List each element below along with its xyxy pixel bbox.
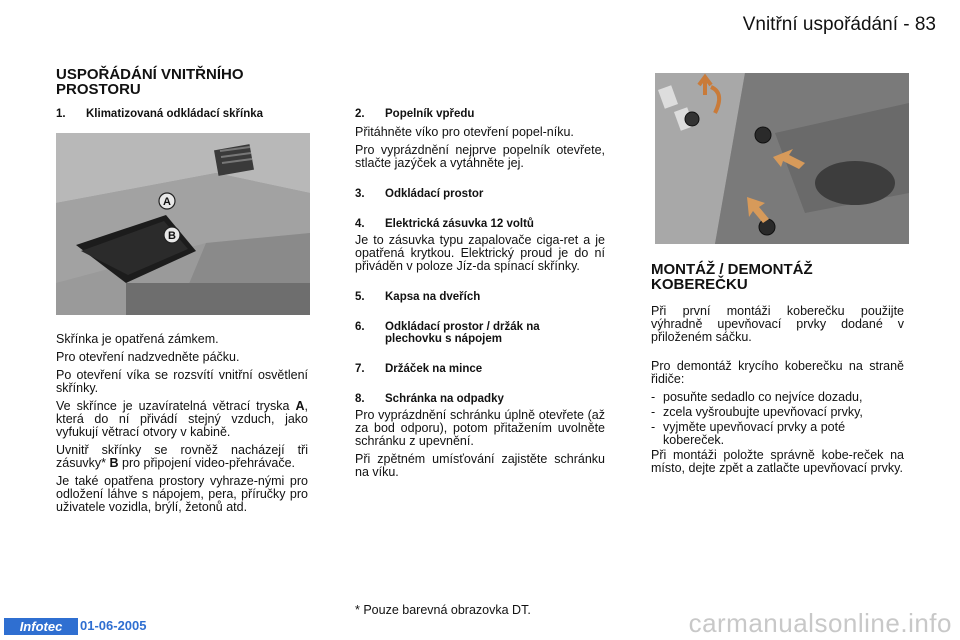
section-title-line: USPOŘÁDÁNÍ VNITŘNÍHO (56, 66, 244, 83)
list-item-text: zcela vyšroubujte upevňovací prvky, (663, 405, 863, 419)
paragraph: Při první montáži koberečku použijte výhradně upevňovací prvky dodané v přiloženém sáčku. (651, 304, 904, 344)
item-number: 8. (355, 393, 365, 405)
section-title-line: PROSTORU (56, 81, 141, 98)
paragraph: Po otevření víka se rozsvítí vnitřní osvětlení skřínky. (56, 368, 308, 395)
callout-b-label: B (168, 230, 176, 242)
item-title: Elektrická zásuvka 12 voltů (385, 218, 534, 230)
list-item: - vyjměte upevňovací prvky a poté kobereček. (651, 421, 904, 447)
item-number: 6. (355, 321, 365, 333)
infotec-logo: Infotec (4, 618, 78, 635)
item-title: Držáček na mince (385, 363, 483, 375)
floor-mat-photo (655, 73, 909, 244)
item-heading-3 (355, 188, 605, 200)
item-number: 3. (355, 188, 365, 200)
item-number: 4. (355, 218, 365, 230)
left-body-text (56, 333, 308, 519)
item-title (385, 321, 540, 345)
item-number: 2. (355, 108, 365, 120)
floor-mat-illustration (655, 73, 909, 244)
footnote: * Pouze barevná obrazovka DT. (355, 603, 531, 617)
paragraph (56, 444, 308, 470)
list-item: - zcela vyšroubujte upevňovací prvky, (651, 405, 863, 419)
item-number: 7. (355, 363, 365, 375)
text-run: , která do ní přivádí stejný vzduch, jako vyfukují větrací otvory v kabině. (56, 399, 308, 439)
page-header-title: Vnitřní uspořádání - 83 (742, 14, 936, 35)
text-run: pro připojení video-přehrávače. (118, 456, 296, 470)
callout-a-icon (159, 193, 175, 209)
paragraph (56, 400, 308, 439)
list-item-text: vyjměte upevňovací prvky a poté kobereček. (663, 420, 846, 447)
text-run-bold: B (109, 456, 119, 470)
section-title-interior (56, 67, 244, 97)
item-heading-4 (355, 218, 605, 230)
callout-b-icon (164, 227, 180, 243)
text-run: Uvnitř skřínky se rovněž nacházejí tři zásuvky* (56, 443, 308, 470)
text-run: Ve skřínce je uzavíratelná větrací tryska (56, 399, 296, 413)
watermark: carmanualsonline.info (688, 608, 952, 638)
section-title-floor-mat (651, 262, 813, 292)
callout-a-label: A (163, 196, 171, 208)
item-number: 1. (56, 108, 66, 120)
glovebox-photo (56, 133, 310, 315)
item-title: Schránka na odpadky (385, 393, 504, 405)
paragraph: Pro vyprázdnění nejprve popelník otevřete, stlačte jazýček a vytáhněte jej. (355, 143, 605, 170)
paragraph: Přitáhněte víko pro otevření popel-níku. (355, 125, 574, 139)
bullet-list (651, 391, 904, 447)
section-title-line: KOBEREČKU (651, 276, 748, 293)
list-item: - posuňte sedadlo co nejvíce dozadu, (651, 390, 863, 404)
paragraph: Je také opatřena prostory vyhraze-nými pro odložení láhve s nápojem, pera, příručky pro uživatele vozidla, brýlí, žetonů atd. (56, 474, 308, 514)
paragraph: Pro otevření nadzvedněte páčku. (56, 350, 240, 364)
middle-column (355, 108, 605, 484)
right-body-text (651, 305, 904, 480)
glovebox-illustration (56, 133, 310, 315)
paragraph: Při zpětném umísťování zajistěte schránku na víku. (355, 452, 605, 479)
section-title-line: MONTÁŽ / DEMONTÁŽ (651, 261, 813, 278)
footer-date: 01-06-2005 (80, 618, 147, 633)
item-heading-2 (355, 108, 605, 120)
item-heading-1 (56, 108, 318, 120)
item-title: Popelník vpředu (385, 108, 475, 120)
item-title-line: Odkládací prostor / držák na (385, 321, 540, 333)
item-heading-5 (355, 291, 605, 303)
item-number: 5. (355, 291, 365, 303)
item-title: Klimatizovaná odkládací skřínka (86, 108, 264, 120)
paragraph: Skřínka je opatřená zámkem. (56, 332, 219, 346)
paragraph: Pro demontáž krycího koberečku na straně řidiče: (651, 359, 904, 386)
item-heading-6 (355, 321, 605, 345)
text-run-bold: A (295, 399, 305, 413)
item-title: Odkládací prostor (385, 188, 484, 200)
paragraph: Pro vyprázdnění schránku úplně otevřete (až za bod odporu), potom přitažením uvolněte schránku z upevnění. (355, 408, 605, 448)
list-item-text: posuňte sedadlo co nejvíce dozadu, (663, 390, 863, 404)
item-heading-7 (355, 363, 605, 375)
item-title-line: plechovku s nápojem (385, 333, 502, 345)
paragraph: Při montáži položte správně kobe-reček na místo, dejte zpět a zatlačte upevňovací prvky. (651, 448, 904, 475)
paragraph: Je to zásuvka typu zapalovače ciga-ret a je opatřená krytkou. Elektrický proud je do ní přiváděn v poloze Jíz-da spínací skřínky. (355, 233, 605, 273)
item-title: Kapsa na dveřích (385, 291, 481, 303)
item-heading-8 (355, 393, 605, 405)
